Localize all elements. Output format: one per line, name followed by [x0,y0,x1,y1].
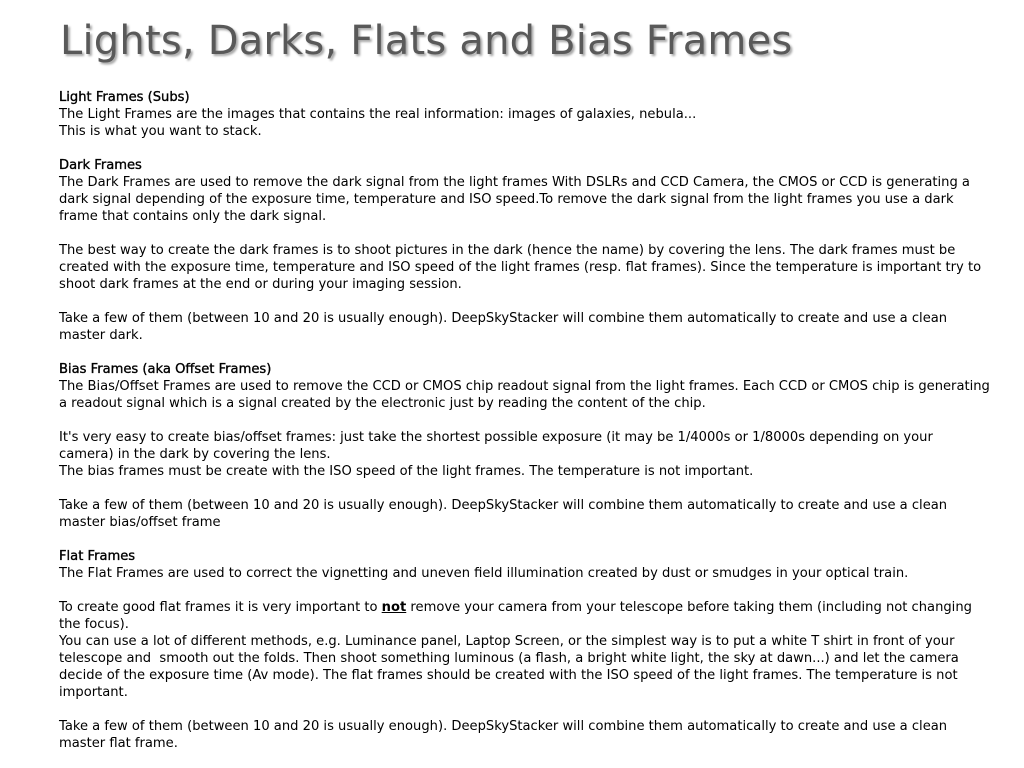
spacer [59,140,991,157]
flat-frames-paragraph-2-start: To create good flat frames it is very important to [59,600,382,615]
spacer [59,701,991,718]
slide-title: Lights, Darks, Flats and Bias Frames [60,18,793,64]
dark-frames-heading: Dark Frames [59,158,142,173]
spacer [59,344,991,361]
bias-frames-paragraph-3: The bias frames must be create with the ISO speed of the light frames. The temperature is not important. [59,464,754,479]
light-frames-heading: Light Frames (Subs) [59,90,190,105]
bias-frames-heading: Bias Frames (aka Offset Frames) [59,362,272,377]
flat-frames-paragraph-2-end: remove your camera from your telescope before taking them (including not changing the focus). [59,600,977,632]
flat-frames-paragraph-3: You can use a lot of different methods, e.g. Luminance panel, Laptop Screen, or the simplest way is to put a white T shirt in front of your telescope and smooth out the folds. Then shoot something luminous (a flash, a bright white light, the sky at dawn...) and let the camera decide of the exposure time (Av mode). The flat frames should be created with the ISO speed of the light frames. The temperature is not important. [59,634,963,700]
not-emphasis: not [381,600,407,615]
flat-frames-paragraph-2 [59,599,991,633]
flat-frames-heading: Flat Frames [59,549,136,564]
spacer [59,480,991,497]
bias-frames-paragraph-4: Take a few of them (between 10 and 20 is usually enough). DeepSkyStacker will combine them automatically to create and use a clean master bias/offset frame [59,498,952,530]
spacer [59,293,991,310]
bias-frames-paragraph-2: It's very easy to create bias/offset frames: just take the shortest possible exposure (it may be 1/4000s or 1/8000s depending on your camera) in the dark by covering the lens. [59,430,938,462]
spacer [59,225,991,242]
flat-frames-paragraph-4: Take a few of them (between 10 and 20 is usually enough). DeepSkyStacker will combine them automatically to create and use a clean master flat frame. [59,719,952,751]
light-frames-text-1: The Light Frames are the images that contains the real information: images of galaxies, nebula... [59,107,697,122]
flat-frames-paragraph-1: The Flat Frames are used to correct the vignetting and uneven field illumination created by dust or smudges in your optical train. [59,566,909,581]
light-frames-text-2: This is what you want to stack. [59,124,262,139]
dark-frames-paragraph-2: The best way to create the dark frames is to shoot pictures in the dark (hence the name) by covering the lens. The dark frames must be created with the exposure time, temperature and ISO speed of the light frames (resp. flat frames). Since the temperature is important try to shoot dark frames at the end or during your imaging session. [59,243,986,292]
spacer [59,412,991,429]
spacer [59,582,991,599]
dark-frames-paragraph-3: Take a few of them (between 10 and 20 is usually enough). DeepSkyStacker will combine them automatically to create and use a clean master dark. [59,311,952,343]
spacer [59,531,991,548]
bias-frames-paragraph-1: The Bias/Offset Frames are used to remove the CCD or CMOS chip readout signal from the light frames. Each CCD or CMOS chip is generating a readout signal which is a signal created by the electronic just by reading the content of the chip. [59,379,995,411]
dark-frames-paragraph-1: The Dark Frames are used to remove the dark signal from the light frames With DSLRs and CCD Camera, the CMOS or CCD is generating a dark signal depending of the exposure time, temperature and ISO speed.To remove the dark signal from the light frames you use a dark frame that contains only the dark signal. [59,175,975,224]
slide-body [59,89,995,752]
